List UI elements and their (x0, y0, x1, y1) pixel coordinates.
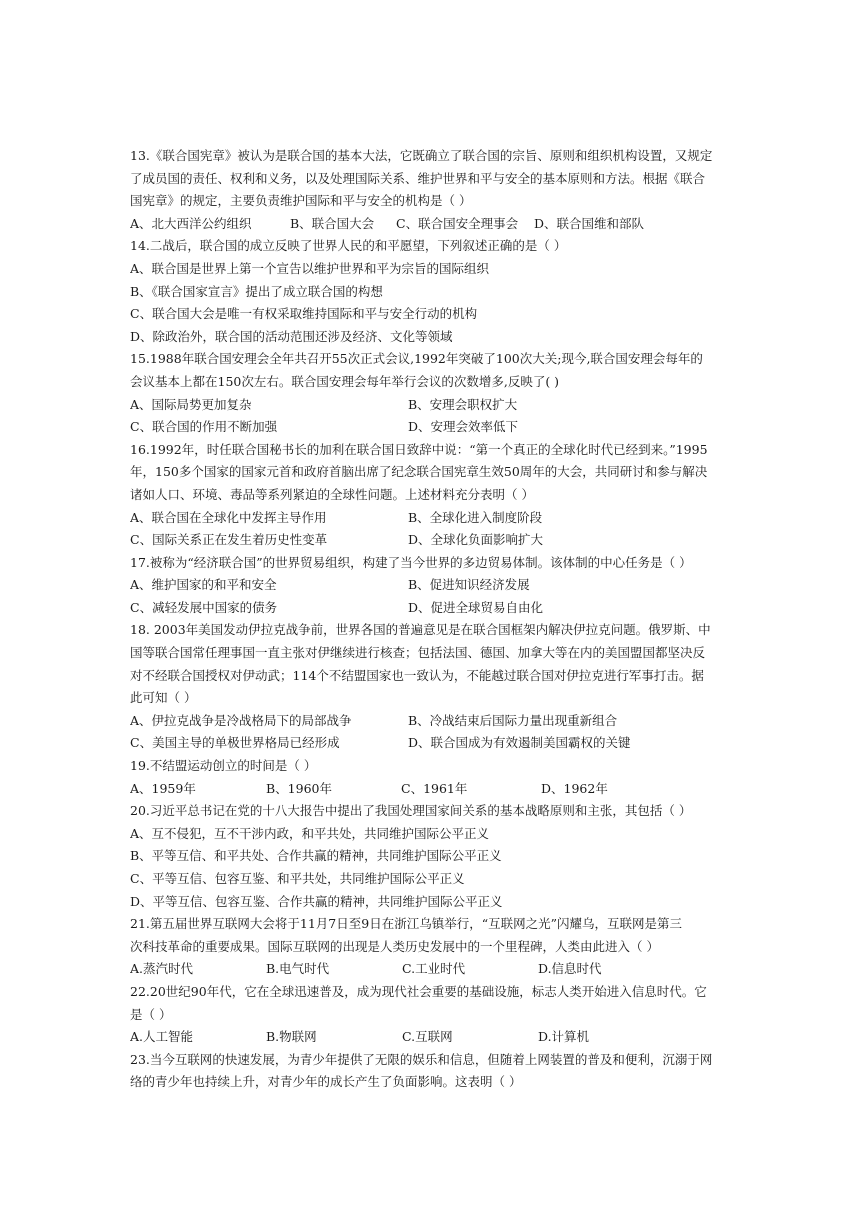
question-stem-line: 此可知（ ） (130, 690, 197, 706)
question-stem-line: 诸如人口、环境、毒品等系列紧迫的全球性问题。上述材料充分表明（ ） (130, 486, 534, 502)
question-stem-line: 次科技革命的重要成果。国际互联网的出现是人类历史发展中的一个里程碑，人类由此进入（ ） (130, 938, 659, 954)
question-21 (130, 913, 740, 981)
option-c: C.工业时代 (402, 961, 466, 977)
question-stem-line: 会议基本上都在150次左右。联合国安理会每年举行会议的次数增多,反映了( ) (130, 373, 560, 389)
option-d: D、促进全球贸易自由化 (408, 599, 544, 615)
option-b: B、平等互信、和平共处、合作共赢的精神，共同维护国际公平正义 (130, 848, 502, 864)
option-b: B.电气时代 (266, 961, 330, 977)
option-b: B.物联网 (266, 1029, 317, 1045)
option-c: C、联合国的作用不断加强 (130, 419, 278, 435)
option-c: C、平等互信、包容互鉴、和平共处，共同维护国际公平正义 (130, 871, 465, 886)
option-row (130, 574, 740, 597)
option-a: A、1959年 (130, 780, 196, 796)
option-a: A、联合国是世界上第一个宣告以维护世界和平为宗旨的国际组织 (130, 260, 490, 276)
question-stem-line: 络的青少年也持续上升，对青少年的成长产生了负面影响。这表明（ ） (130, 1074, 522, 1090)
option-a: A、互不侵犯，互不干涉内政，和平共处，共同维护国际公平正义 (130, 825, 490, 841)
option-d: D、联合国成为有效遏制美国霸权的关键 (408, 735, 631, 751)
question-23 (130, 1049, 740, 1094)
option-b: B、冷战结束后国际力量出现重新组合 (408, 712, 618, 728)
option-row (130, 394, 740, 417)
option-c: C、减轻发展中国家的债务 (130, 599, 278, 615)
option-b: B、促进知识经济发展 (408, 577, 530, 593)
question-stem-line: 20.习近平总书记在党的十八大报告中提出了我国处理国家间关系的基本战略原则和主张，其包括（ ） (130, 803, 692, 819)
question-13 (130, 145, 740, 235)
option-a: A、联合国在全球化中发挥主导作用 (130, 509, 327, 525)
question-22 (130, 981, 740, 1049)
question-14 (130, 235, 740, 348)
question-stem-line: 16.1992年，时任联合国秘书长的加利在联合国日致辞中说：“第一个真正的全球化时代已经到来。”1995 (130, 441, 708, 457)
question-16 (130, 439, 740, 552)
option-row (130, 416, 740, 439)
option-a: A、维护国家的和平和安全 (130, 577, 277, 593)
option-c: C.互联网 (402, 1029, 453, 1045)
question-stem-line: 年，150多个国家的国家元首和政府首脑出席了纪念联合国宪章生效50周年的大会，共同研讨和参与解决 (130, 464, 708, 480)
question-stem-line: 23.当今互联网的快速发展，为青少年提供了无限的娱乐和信息，但随着上网装置的普及和便利，沉溺于网 (130, 1051, 713, 1067)
option-b: B、安理会职权扩大 (408, 396, 518, 412)
question-15 (130, 348, 740, 438)
question-stem-line: 13.《联合国宪章》被认为是联合国的基本大法，它既确立了联合国的宗旨、原则和组织机构设置，又规定 (130, 148, 713, 163)
question-stem-line: 22.20世纪90年代，它在全球迅速普及，成为现代社会重要的基础设施，标志人类开始进入信息时代。它 (130, 983, 707, 999)
option-row (130, 213, 740, 236)
option-a: A、伊拉克战争是冷战格局下的局部战争 (130, 712, 352, 728)
option-b: B、全球化进入制度阶段 (408, 509, 543, 525)
question-20 (130, 800, 740, 913)
question-stem-line: 18. 2003年美国发动伊拉克战争前，世界各国的普遍意见是在联合国框架内解决伊拉克问题。俄罗斯、中 (130, 622, 711, 638)
option-row (130, 507, 740, 530)
option-c: C、美国主导的单极世界格局已经形成 (130, 735, 340, 751)
option-b: B、联合国大会 (290, 215, 375, 231)
question-stem-line: 对不经联合国授权对伊动武；114个不结盟国家也一致认为，不能越过联合国对伊拉克进行军事打击。据 (130, 667, 704, 683)
option-d: D、除政治外，联合国的活动范围还涉及经济、文化等领域 (130, 328, 453, 344)
question-stem-line: 了成员国的责任、权利和义务，以及处理国际关系、维护世界和平与安全的基本原则和方法。根据《联合 (130, 170, 706, 186)
option-d: D、全球化负面影响扩大 (408, 532, 544, 548)
question-17 (130, 552, 740, 620)
question-19 (130, 755, 740, 800)
option-a: A.人工智能 (130, 1029, 194, 1045)
question-stem-line: 国宪章》的规定，主要负责维护国际和平与安全的机构是（ ） (130, 193, 472, 209)
option-d: D、1962年 (541, 780, 608, 796)
option-c: C、联合国大会是唯一有权采取维持国际和平与安全行动的机构 (130, 306, 478, 322)
option-d: D、联合国维和部队 (534, 215, 645, 231)
option-a: A、国际局势更加复杂 (130, 396, 252, 412)
option-d: D、平等互信、包容互鉴、合作共赢的精神，共同维护国际公平正义 (130, 893, 503, 909)
question-stem-line: 是（ ） (130, 1006, 172, 1022)
question-stem-line: 19.不结盟运动创立的时间是（ ） (130, 758, 317, 774)
question-18 (130, 619, 740, 755)
option-c: C、1961年 (401, 780, 468, 796)
question-list (130, 145, 740, 1094)
option-row (130, 958, 740, 981)
option-d: D.计算机 (538, 1029, 590, 1045)
option-row (130, 597, 740, 620)
option-row (130, 732, 740, 755)
question-stem-line: 21.第五届世界互联网大会将于11月7日至9日在浙江乌镇举行，“互联网之光”闪耀乌，互联网是第三 (130, 916, 682, 932)
option-a: A、北大西洋公约组织 (130, 215, 252, 231)
option-c: C、联合国安全理事会 (396, 215, 519, 231)
option-c: C、国际关系正在发生着历史性变革 (130, 532, 328, 548)
option-row (130, 1026, 740, 1049)
question-stem-line: 17.被称为“经济联合国”的世界贸易组织，构建了当今世界的多边贸易体制。该体制的中心任务是（ ） (130, 554, 692, 570)
option-d: D、安理会效率低下 (408, 419, 519, 435)
option-b: B、1960年 (266, 780, 332, 796)
question-stem-line: 国等联合国常任理事国一直主张对伊继续进行核查；包括法国、德国、加拿大等在内的美国盟国都坚决反 (130, 645, 706, 661)
option-row (130, 778, 740, 801)
question-stem-line: 15.1988年联合国安理会全年共召开55次正式会议,1992年突破了100次大关;现今,联合国安理会每年的 (130, 351, 703, 367)
option-b: B、《联合国家宣言》提出了成立联合国的构想 (130, 283, 383, 299)
option-row (130, 710, 740, 733)
option-a: A.蒸汽时代 (130, 961, 194, 977)
option-row (130, 529, 740, 552)
option-d: D.信息时代 (538, 961, 602, 977)
question-stem-line: 14.二战后，联合国的成立反映了世界人民的和平愿望，下列叙述正确的是（ ） (130, 238, 567, 254)
